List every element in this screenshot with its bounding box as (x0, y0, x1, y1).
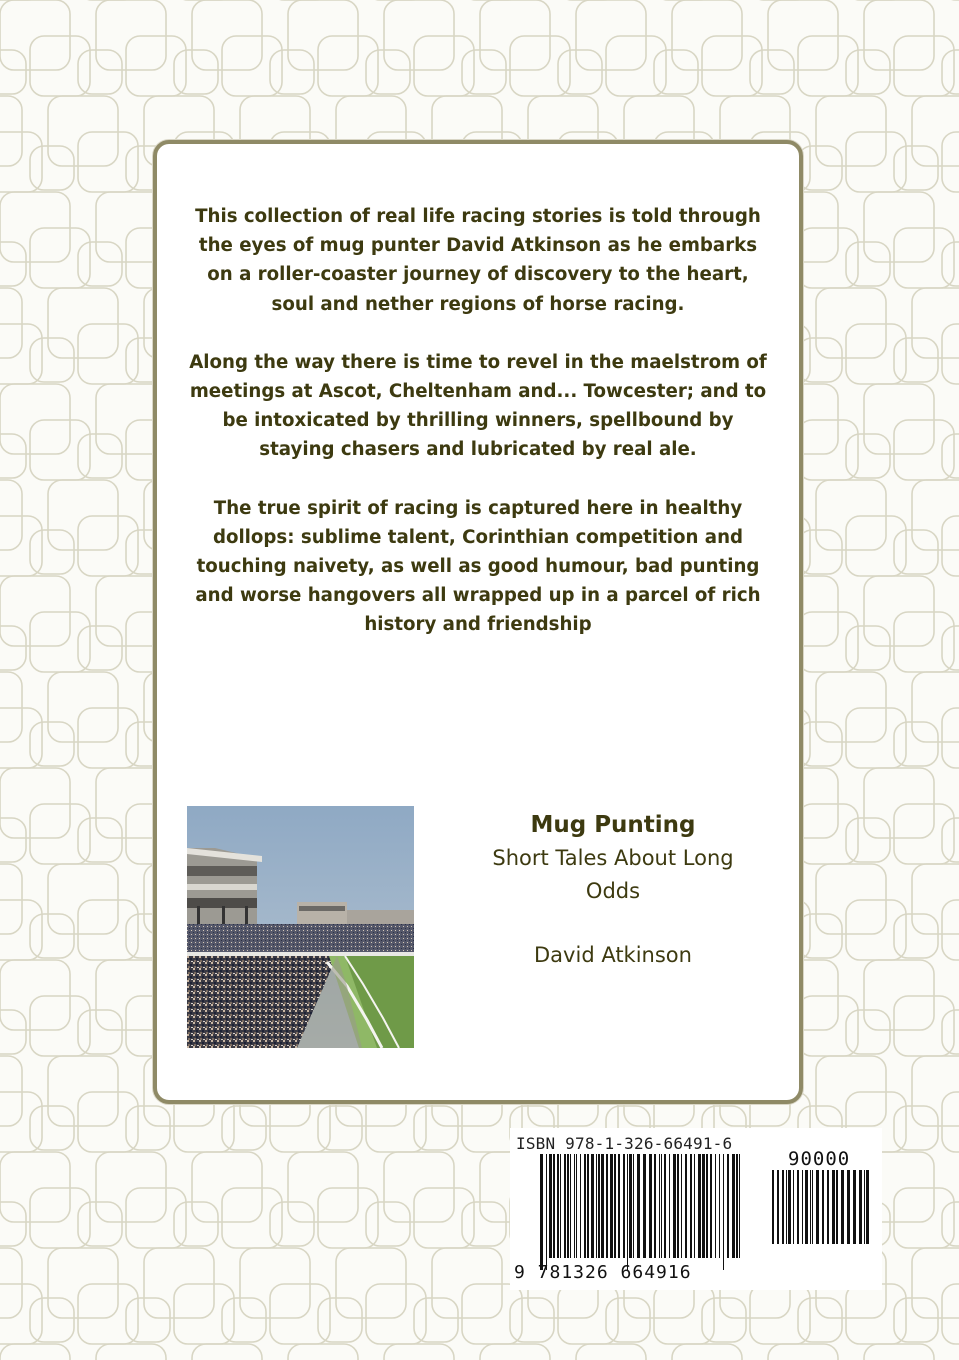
ean-digits: 9 781326 664916 (514, 1262, 692, 1283)
back-cover-panel (153, 140, 803, 1104)
addon-digits: 90000 (788, 1148, 851, 1170)
isbn-label: ISBN 978-1-326-66491-6 (516, 1134, 733, 1153)
blurb-paragraph-3: The true spirit of racing is captured here in healthy dollops: sublime talent, Corinthian competition and touching naivety, as well as good humour, bad punting and worse hangovers all wrapped up in a parcel of rich history and friendship (195, 497, 761, 636)
barcode-area (510, 1128, 882, 1290)
book-author: David Atkinson (534, 943, 692, 967)
racecourse-photo (187, 806, 414, 1048)
blurb-paragraph-2: Along the way there is time to revel in the maelstrom of meetings at Ascot, Cheltenham and... Towcester; and to be intoxicated by thrilling winners, spellbound by staying chasers and lubricated by real ale. (189, 351, 767, 461)
book-subtitle: Short Tales About Long Odds (492, 846, 734, 903)
book-info (467, 808, 759, 972)
ean-barcode (540, 1154, 746, 1270)
addon-barcode (772, 1170, 872, 1256)
blurb (187, 202, 769, 669)
blurb-paragraph-1: This collection of real life racing stories is told through the eyes of mug punter David Atkinson as he embarks on a roller-coaster journey of discovery to the heart, soul and nether regions of horse racing. (195, 206, 761, 315)
book-title: Mug Punting (530, 812, 696, 838)
